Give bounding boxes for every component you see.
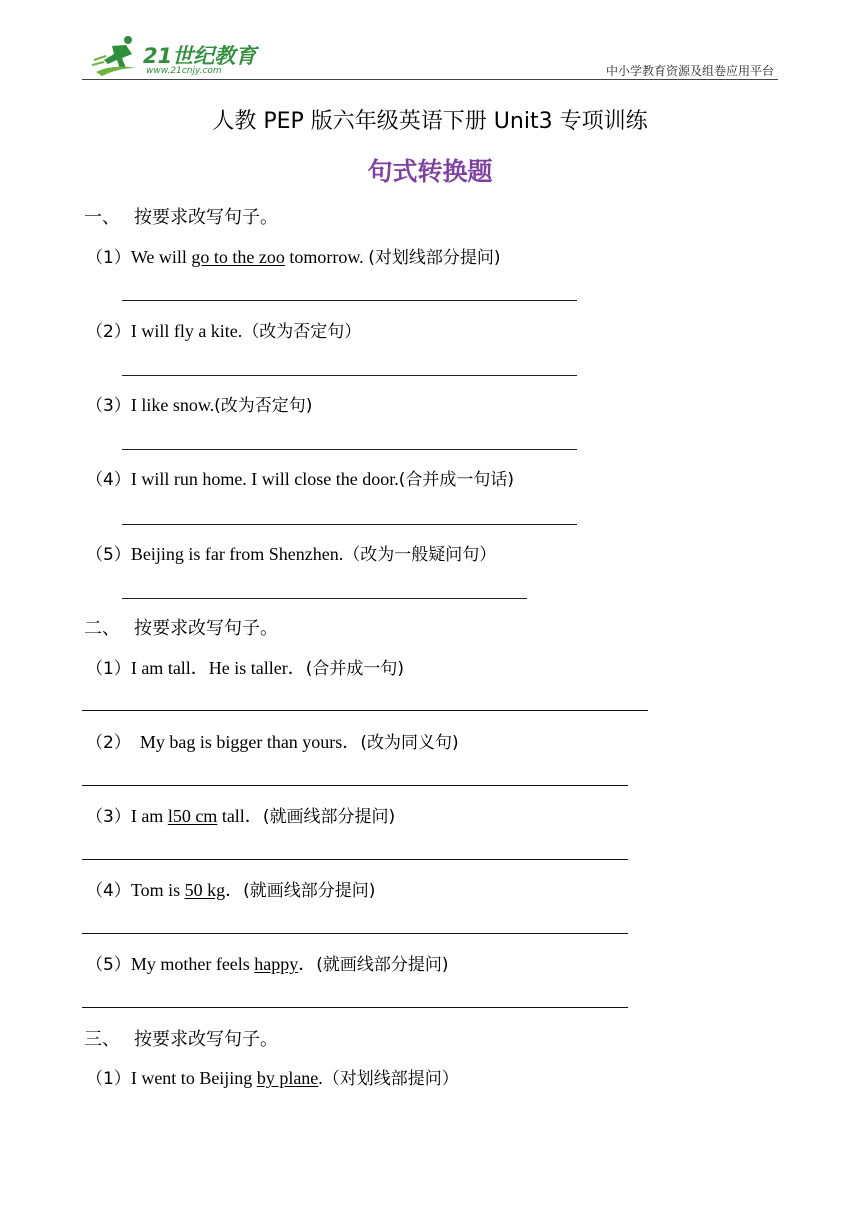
question-instruction: (合并成一句) — [305, 659, 405, 679]
page-subtitle: 句式转换题 — [367, 157, 493, 186]
section-2-heading — [84, 614, 278, 640]
question-label: （1） — [86, 659, 131, 679]
section-1-heading — [84, 203, 278, 229]
question-1-5 — [86, 540, 496, 565]
question-text: ． — [298, 954, 317, 974]
answer-line[interactable] — [122, 598, 527, 599]
question-instruction: （对划线部提问） — [322, 1069, 459, 1089]
question-instruction: (就画线部分提问) — [262, 807, 396, 827]
question-label: （3） — [86, 807, 131, 827]
question-instruction: (合并成一句话) — [398, 470, 515, 490]
question-text: I am — [130, 806, 168, 826]
question-label: （4） — [86, 881, 131, 901]
question-text: tomorrow. — [284, 247, 369, 267]
question-label: （3） — [86, 396, 131, 416]
answer-line[interactable] — [82, 933, 628, 934]
underlined-phrase: go to the zoo — [191, 247, 285, 267]
header-divider — [82, 79, 778, 80]
question-text: ． — [225, 880, 244, 900]
question-text: I will run home. I will close the door. — [130, 469, 399, 489]
question-label: （2） — [86, 733, 131, 753]
answer-line[interactable] — [122, 375, 577, 376]
answer-line[interactable] — [82, 785, 628, 786]
question-2-1 — [86, 654, 404, 680]
question-instruction: (就画线部分提问) — [243, 881, 376, 901]
logo-text: 21世纪教育 — [143, 44, 257, 68]
question-1-3 — [86, 391, 312, 416]
question-label: （5） — [86, 955, 131, 975]
question-instruction: (对划线部分提问) — [368, 248, 501, 268]
question-text: I like snow. — [130, 395, 215, 415]
question-label: （4） — [86, 470, 131, 490]
underlined-phrase: l50 cm — [167, 806, 218, 826]
question-1-1 — [86, 243, 500, 268]
question-2-3 — [86, 802, 395, 828]
question-text: I am tall．He is taller． — [130, 658, 306, 678]
question-label: （1） — [86, 1069, 131, 1089]
question-instruction: (改为同义句) — [360, 733, 459, 753]
question-text: . — [318, 1068, 323, 1088]
question-text: tall． — [217, 806, 263, 826]
question-text: Beijing is far from Shenzhen. — [130, 544, 344, 564]
underlined-phrase: 50 kg — [184, 880, 226, 900]
question-1-2 — [86, 317, 361, 342]
section-instruction: 按要求改写句子。 — [134, 618, 278, 639]
answer-line[interactable] — [82, 710, 648, 711]
question-text: Tom is — [130, 880, 185, 900]
page-title: 人教 PEP 版六年级英语下册 Unit3 专项训练 — [212, 109, 648, 134]
question-text: I will fly a kite. — [130, 321, 243, 341]
section-number: 一、 — [84, 207, 120, 228]
question-label: （2） — [86, 322, 131, 342]
underlined-phrase: happy — [254, 954, 299, 974]
question-instruction: （改为一般疑问句） — [343, 545, 497, 565]
question-1-4 — [86, 465, 514, 490]
question-label: （1） — [86, 248, 131, 268]
question-3-1 — [86, 1064, 459, 1089]
question-text: My bag is bigger than yours． — [130, 732, 361, 752]
section-number: 三、 — [84, 1029, 120, 1050]
question-2-5 — [86, 950, 449, 976]
answer-line[interactable] — [82, 1007, 628, 1008]
section-number: 二、 — [84, 618, 120, 639]
answer-line[interactable] — [122, 300, 577, 301]
logo-url: www.21cnjy.com — [146, 66, 222, 76]
answer-line[interactable] — [122, 524, 577, 525]
question-instruction: (就画线部分提问) — [316, 955, 449, 975]
answer-line[interactable] — [122, 449, 577, 450]
question-2-2 — [86, 728, 459, 754]
section-3-heading — [84, 1025, 278, 1051]
question-text: I went to Beijing — [130, 1068, 257, 1088]
question-text: My mother feels — [130, 954, 255, 974]
question-text: We will — [130, 247, 192, 267]
question-2-4 — [86, 876, 375, 902]
section-instruction: 按要求改写句子。 — [134, 207, 278, 228]
underlined-phrase: by plane — [256, 1068, 319, 1088]
question-label: （5） — [86, 545, 131, 565]
answer-line[interactable] — [82, 859, 628, 860]
header-platform-text: 中小学教育资源及组卷应用平台 — [605, 64, 774, 78]
question-instruction: (改为否定句) — [214, 396, 313, 416]
section-instruction: 按要求改写句子。 — [134, 1029, 278, 1050]
question-instruction: （改为否定句） — [242, 322, 362, 342]
